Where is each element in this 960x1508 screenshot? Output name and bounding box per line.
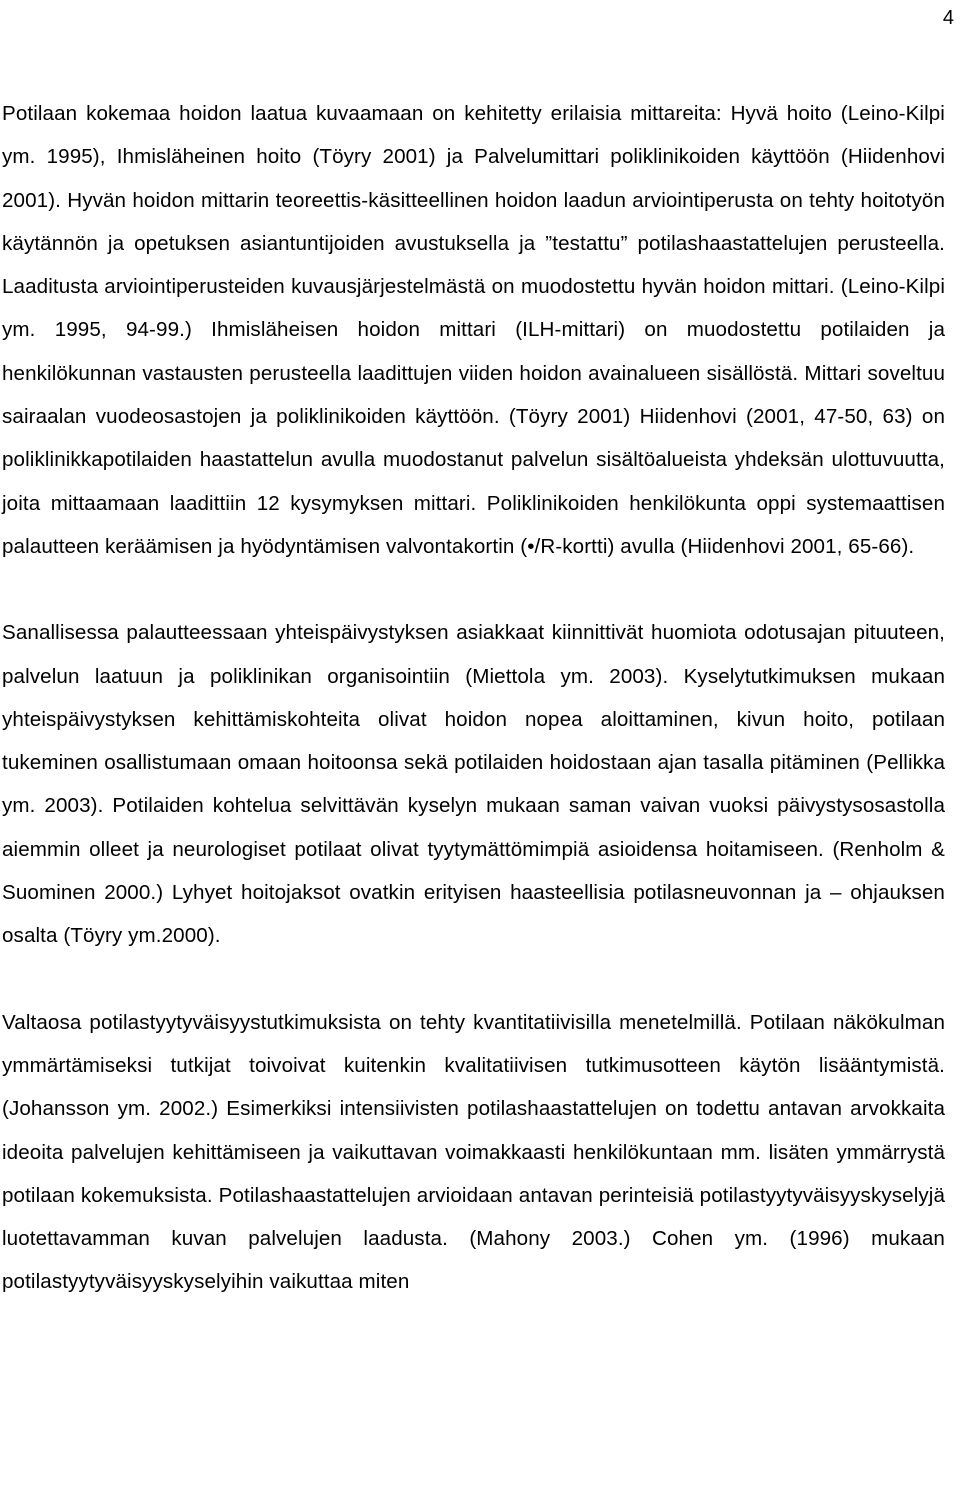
page-number: 4 <box>942 7 954 29</box>
paragraph-research-methods: Valtaosa potilastyytyväisyystutkimuksista on tehty kvantitatiivisilla menetelmillä. Potilaan näkökulman ymmärtämiseksi tutkijat toivoivat kuitenkin kvalitatiivisen tutkimusotteen käytön lisääntymistä. (Johansson ym. 2002.) Esimerkiksi intensiivisten potilashaastattelujen on todettu antavan arvokkaita ideoita palvelujen kehittämiseen ja vaikuttavan voimakkaasti henkilökuntaan mm. lisäten ymmärrystä potilaan kokemuksista. Potilashaastattelujen arvioidaan antavan perinteisiä potilastyytyväisyyskyselyjä luotettavamman kuvan palvelujen laadusta. (Mahony 2003.) Cohen ym. (1996) mukaan potilastyytyväisyyskyselyihin vaikuttaa miten <box>2 1010 945 1294</box>
paragraph-measurement-tools: Potilaan kokemaa hoidon laatua kuvaamaan on kehitetty erilaisia mittareita: Hyvä hoito (Leino-Kilpi ym. 1995), Ihmisläheinen hoito (Töyry 2001) ja Palvelumittari poliklinikoiden käyttöön (Hiidenhovi 2001). Hyvän hoidon mittarin teoreettis-käsitteellinen hoidon laadun arviointiperusta on tehty hoitotyön käytännön ja opetuksen asiantuntijoiden avustuksella ja ”testattu” potilashaastattelujen perusteella. Laaditusta arviointiperusteiden kuvausjärjestelmästä on muodostettu hyvän hoidon mittari. (Leino-Kilpi ym. 1995, 94-99.) Ihmisläheisen hoidon mittari (ILH-mittari) on muodostettu potilaiden ja henkilökunnan vastausten perusteella laadittujen viiden hoidon avainalueen sisällöstä. Mittari soveltuu sairaalan vuodeosastojen ja poliklinikoiden käyttöön. (Töyry 2001) Hiidenhovi (2001, 47-50, 63) on poliklinikkapotilaiden haastattelun avulla muodostanut palvelun sisältöalueista yhdeksän ulottuvuutta, joita mittaamaan laadittiin 12 kysymyksen mittari. Poliklinikoiden henkilökunta oppi systemaattisen palautteen keräämisen ja hyödyntämisen valvontakortin (•/R-kortti) avulla (Hiidenhovi 2001, 65-66). <box>2 102 945 558</box>
document-body <box>2 92 945 1304</box>
paragraph-emergency-feedback: Sanallisessa palautteessaan yhteispäivystyksen asiakkaat kiinnittivät huomiota odotusajan pituuteen, palvelun laatuun ja poliklinikan organisointiin (Miettola ym. 2003). Kyselytutkimuksen mukaan yhteispäivystyksen kehittämiskohteita olivat hoidon nopea aloittaminen, kivun hoito, potilaan tukeminen osallistumaan omaan hoitoonsa sekä potilaiden hoidostaan ajan tasalla pitäminen (Pellikka ym. 2003). Potilaiden kohtelua selvittävän kyselyn mukaan saman vaivan vuoksi päivystysosastolla aiemmin olleet ja neurologiset potilaat olivat tyytymättömimpiä asioidensa hoitamiseen. (Renholm & Suominen 2000.) Lyhyet hoitojaksot ovatkin erityisen haasteellisia potilasneuvonnan ja – ohjauksen osalta (Töyry ym.2000). <box>2 621 945 948</box>
